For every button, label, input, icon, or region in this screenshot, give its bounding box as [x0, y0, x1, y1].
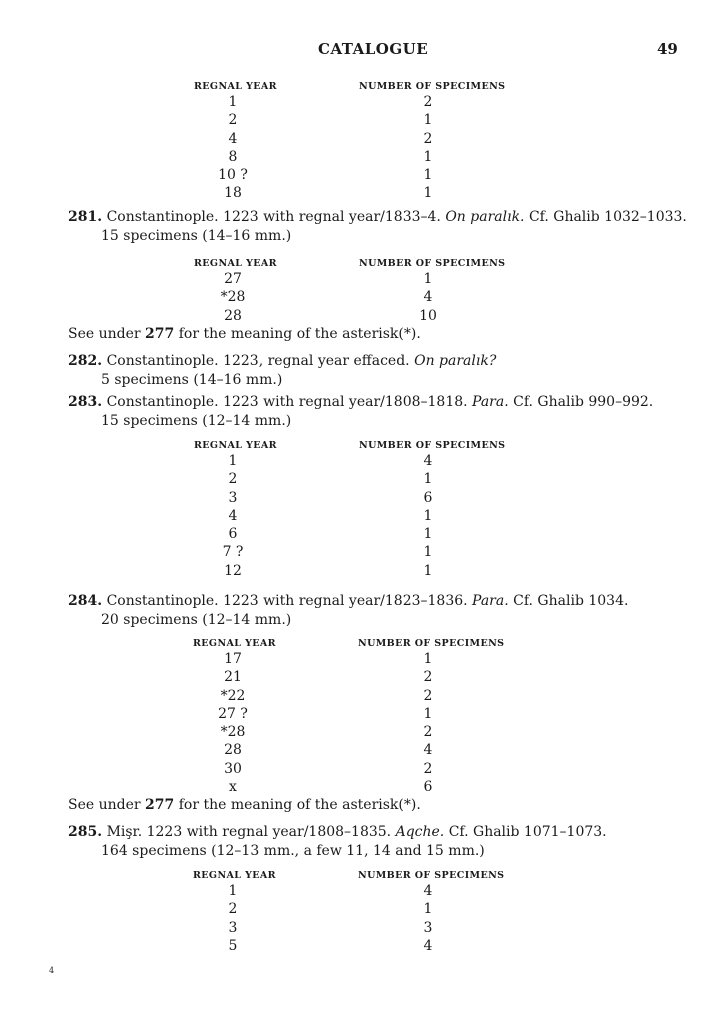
table-row	[0, 724, 727, 742]
specimen-summary: 5 specimens (14–16 mm.)	[101, 371, 283, 388]
entry-number: 282.	[68, 353, 103, 369]
catalogue-entry-281	[68, 208, 687, 245]
regnal-year-header: REGNAL YEAR	[193, 870, 276, 881]
table-row	[0, 688, 727, 706]
page-number: 49	[657, 40, 678, 58]
entry-line	[68, 823, 607, 842]
specimen-count-cell: 4	[423, 883, 433, 899]
table-row	[0, 112, 727, 130]
entry-text: Mişr. 1223 with regnal year/1808–1835.	[106, 824, 392, 840]
specimen-count-cell: 3	[423, 919, 433, 936]
table-row	[0, 883, 727, 901]
entry-number: 283.	[68, 394, 103, 410]
specimens-header: NUMBER OF SPECIMENS	[359, 440, 506, 451]
specimens-header: NUMBER OF SPECIMENS	[359, 258, 506, 269]
ghalib-reference: Cf. Ghalib 990–992.	[513, 394, 654, 410]
coin-type: Aqche.	[395, 824, 445, 840]
entry-line	[68, 592, 628, 611]
table-row	[0, 490, 727, 508]
coin-type: Para.	[472, 394, 509, 410]
regnal-year-cell: 17	[224, 651, 242, 667]
asterisk-note	[68, 326, 421, 342]
specimen-count-cell: 4	[423, 289, 433, 306]
specimen-count-cell: 1	[423, 544, 433, 561]
regnal-year-cell: 3	[228, 489, 238, 506]
specimen-summary: 164 specimens (12–13 mm., a few 11, 14 and 15 mm.)	[101, 842, 485, 859]
specimen-count-cell: 1	[423, 112, 433, 129]
ghalib-reference: Cf. Ghalib 1032–1033.	[528, 209, 687, 225]
entry-text: Constantinople. 1223, regnal year effaced.	[106, 353, 410, 369]
regnal-year-cell: 21	[224, 669, 242, 686]
specimen-count-cell: 1	[423, 651, 433, 667]
note-suffix: for the meaning of the asterisk(*).	[178, 797, 421, 813]
regnal-year-cell: 3	[228, 919, 238, 936]
regnal-year-cell: 2	[228, 471, 238, 488]
regnal-year-cell: x	[229, 779, 237, 796]
regnal-year-cell: 5	[228, 937, 238, 954]
regnal-year-cell: *22	[220, 687, 246, 704]
table-row	[0, 706, 727, 724]
regnal-year-cell: 28	[224, 742, 242, 759]
specimen-count-cell: 4	[423, 742, 433, 759]
ghalib-reference: Cf. Ghalib 1071–1073.	[448, 824, 607, 840]
regnal-year-cell: 28	[224, 307, 242, 324]
entry-number: 281.	[68, 209, 103, 225]
specimen-count-cell: 1	[423, 471, 433, 488]
note-ref: 277	[145, 326, 175, 342]
specimen-count-cell: 4	[423, 453, 433, 469]
regnal-year-cell: 4	[228, 130, 238, 147]
coin-type: On paralık.	[445, 209, 525, 225]
specimen-count-cell: 1	[423, 705, 433, 722]
regnal-year-cell: 27	[224, 271, 242, 287]
catalogue-entry-283	[68, 393, 653, 430]
regnal-year-cell: 2	[228, 901, 238, 918]
table-header	[0, 79, 727, 94]
specimen-count-cell: 1	[423, 562, 433, 579]
specimen-count-cell: 1	[423, 507, 433, 524]
regnal-year-cell: *28	[220, 724, 246, 741]
regnal-year-cell: 7 ?	[222, 544, 244, 561]
coin-type: On paralık?	[414, 353, 497, 369]
coin-type: Para.	[472, 593, 509, 609]
table-row	[0, 651, 727, 669]
note-prefix: See under	[68, 797, 141, 813]
specimen-summary: 15 specimens (12–14 mm.)	[101, 412, 292, 429]
specimen-table-4	[0, 636, 727, 797]
table-row	[0, 901, 727, 919]
entry-text: Constantinople. 1223 with regnal year/1823–1836.	[106, 593, 468, 609]
note-ref: 277	[145, 797, 175, 813]
catalogue-entry-285	[68, 823, 607, 860]
table-row	[0, 563, 727, 581]
table-row	[0, 526, 727, 544]
table-header	[0, 256, 727, 271]
specimen-count-cell: 2	[423, 94, 433, 110]
note-suffix: for the meaning of the asterisk(*).	[178, 326, 421, 342]
catalogue-entry-282	[68, 352, 496, 389]
specimens-header: NUMBER OF SPECIMENS	[358, 870, 505, 881]
specimen-table-3	[0, 438, 727, 581]
table-row	[0, 761, 727, 779]
specimen-count-cell: 1	[423, 901, 433, 918]
table-row	[0, 938, 727, 956]
table-row	[0, 453, 727, 471]
specimen-table-1	[0, 79, 727, 204]
specimen-summary: 20 specimens (12–14 mm.)	[101, 611, 292, 628]
page-title: CATALOGUE	[318, 40, 429, 58]
regnal-year-cell: 18	[224, 185, 242, 202]
table-row	[0, 185, 727, 203]
table-row	[0, 289, 727, 307]
regnal-year-cell: 10 ?	[218, 167, 248, 184]
specimen-count-cell: 2	[423, 760, 433, 777]
regnal-year-cell: 1	[228, 94, 238, 110]
table-row	[0, 669, 727, 687]
specimen-count-cell: 4	[423, 937, 433, 954]
table-row	[0, 779, 727, 797]
regnal-year-cell: 1	[228, 453, 238, 469]
specimen-count-cell: 1	[423, 185, 433, 202]
table-row	[0, 271, 727, 289]
asterisk-note	[68, 797, 421, 813]
regnal-year-header: REGNAL YEAR	[193, 638, 276, 649]
entry-line	[68, 393, 653, 412]
specimen-count-cell: 1	[423, 526, 433, 543]
specimens-header: NUMBER OF SPECIMENS	[359, 81, 506, 92]
table-row	[0, 149, 727, 167]
regnal-year-cell: 12	[224, 562, 242, 579]
regnal-year-header: REGNAL YEAR	[194, 440, 277, 451]
specimens-header: NUMBER OF SPECIMENS	[358, 638, 505, 649]
entry-line	[68, 352, 496, 371]
specimen-table-2	[0, 256, 727, 326]
specimen-count-cell: 2	[423, 130, 433, 147]
specimen-summary: 15 specimens (14–16 mm.)	[101, 227, 292, 244]
catalogue-entry-284	[68, 592, 628, 629]
regnal-year-cell: 27 ?	[218, 705, 248, 722]
note-prefix: See under	[68, 326, 141, 342]
specimen-count-cell: 1	[423, 167, 433, 184]
specimen-count-cell: 1	[423, 148, 433, 165]
regnal-year-cell: *28	[220, 289, 246, 306]
table-row	[0, 131, 727, 149]
table-row	[0, 544, 727, 562]
entry-number: 285.	[68, 824, 103, 840]
specimen-count-cell: 6	[423, 489, 433, 506]
table-row	[0, 742, 727, 760]
table-header	[0, 636, 727, 651]
table-row	[0, 94, 727, 112]
ghalib-reference: Cf. Ghalib 1034.	[513, 593, 629, 609]
specimen-count-cell: 6	[423, 779, 433, 796]
specimen-count-cell: 2	[423, 687, 433, 704]
specimen-count-cell: 2	[423, 724, 433, 741]
entry-text: Constantinople. 1223 with regnal year/1808–1818.	[106, 394, 468, 410]
regnal-year-cell: 6	[228, 526, 238, 543]
table-row	[0, 508, 727, 526]
signature-mark: 4	[49, 966, 55, 975]
regnal-year-cell: 2	[228, 112, 238, 129]
entry-text: Constantinople. 1223 with regnal year/1833–4.	[106, 209, 441, 225]
specimen-count-cell: 2	[423, 669, 433, 686]
regnal-year-cell: 4	[228, 507, 238, 524]
table-header	[0, 438, 727, 453]
specimen-count-cell: 1	[423, 271, 433, 287]
regnal-year-cell: 8	[228, 148, 238, 165]
specimen-count-cell: 10	[419, 307, 437, 324]
table-header	[0, 868, 727, 883]
table-row	[0, 167, 727, 185]
regnal-year-cell: 1	[228, 883, 238, 899]
entry-number: 284.	[68, 593, 103, 609]
table-row	[0, 471, 727, 489]
specimen-table-5	[0, 868, 727, 956]
entry-line	[68, 208, 687, 227]
table-row	[0, 308, 727, 326]
regnal-year-cell: 30	[224, 760, 242, 777]
table-row	[0, 920, 727, 938]
regnal-year-header: REGNAL YEAR	[194, 258, 277, 269]
regnal-year-header: REGNAL YEAR	[194, 81, 277, 92]
